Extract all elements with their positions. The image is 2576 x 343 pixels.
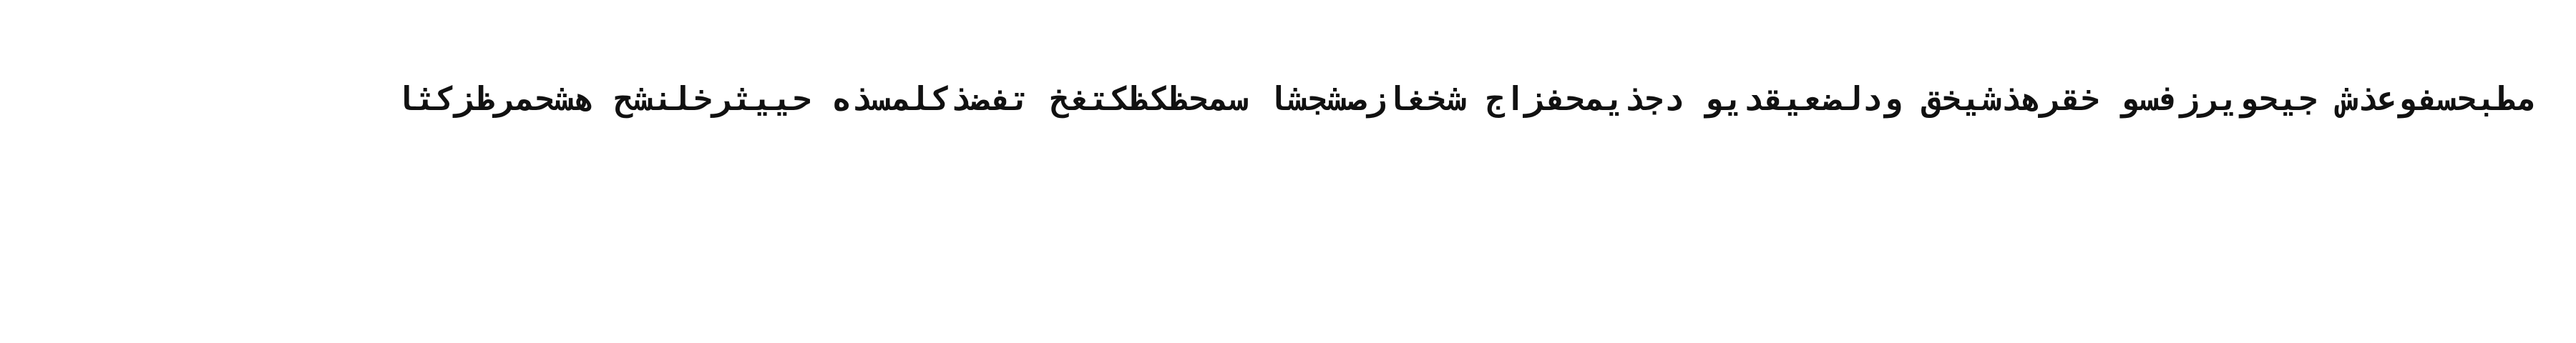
rtl-text-line: مطبحسفوعذش جيحويرزفسو خقرهذشيخق ودلضعيقديو دجذيمحفزاج شخغازصشجشا سمحظكظكتغخ تفضذكلمسذه حييثرخلنشح هشحمرظزكثا <box>396 79 2536 118</box>
